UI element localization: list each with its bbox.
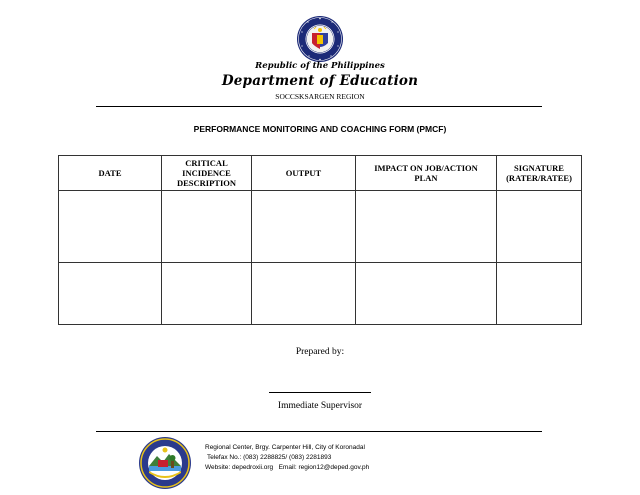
- header-divider: [96, 106, 542, 107]
- deped-seal-icon: [296, 15, 344, 63]
- cell-critical-incidence[interactable]: [162, 191, 252, 263]
- footer-telefax: Telefax No.: (083) 2288825/ (083) 2281893: [207, 454, 332, 461]
- regional-office-logo-icon: [138, 436, 192, 490]
- supervisor-label: Immediate Supervisor: [277, 401, 363, 411]
- cell-date[interactable]: [59, 263, 162, 325]
- column-header-signature: SIGNATURE (RATER/RATEE): [497, 156, 582, 191]
- footer-web-email: Website: depedroxii.org Email: region12@deped.gov.ph: [205, 464, 370, 471]
- form-title: PERFORMANCE MONITORING AND COACHING FORM (PMCF): [193, 124, 447, 134]
- department-heading: Department of Education: [221, 73, 419, 89]
- footer-divider: [96, 431, 542, 432]
- table-row: [59, 191, 582, 263]
- republic-heading: Republic of the Philippines: [255, 61, 385, 71]
- cell-impact[interactable]: [356, 263, 497, 325]
- cell-impact[interactable]: [356, 191, 497, 263]
- cell-output[interactable]: [252, 191, 356, 263]
- cell-signature[interactable]: [497, 263, 582, 325]
- column-header-impact: IMPACT ON JOB/ACTION PLAN: [356, 156, 497, 191]
- table-row: [59, 263, 582, 325]
- prepared-by-label: Prepared by:: [295, 347, 345, 357]
- cell-output[interactable]: [252, 263, 356, 325]
- cell-date[interactable]: [59, 191, 162, 263]
- signature-line[interactable]: [269, 392, 371, 393]
- footer-address: Regional Center, Brgy. Carpenter Hill, City of Koronadal: [205, 444, 365, 451]
- cell-critical-incidence[interactable]: [162, 263, 252, 325]
- column-header-critical-incidence: CRITICAL INCIDENCE DESCRIPTION: [162, 156, 252, 191]
- column-header-date: DATE: [59, 156, 162, 191]
- region-heading: SOCCSKSARGEN REGION: [275, 92, 365, 101]
- column-header-output: OUTPUT: [252, 156, 356, 191]
- pmcf-table: [58, 155, 582, 325]
- table-header-row: [59, 156, 582, 191]
- footer-contact: [205, 443, 369, 473]
- cell-signature[interactable]: [497, 191, 582, 263]
